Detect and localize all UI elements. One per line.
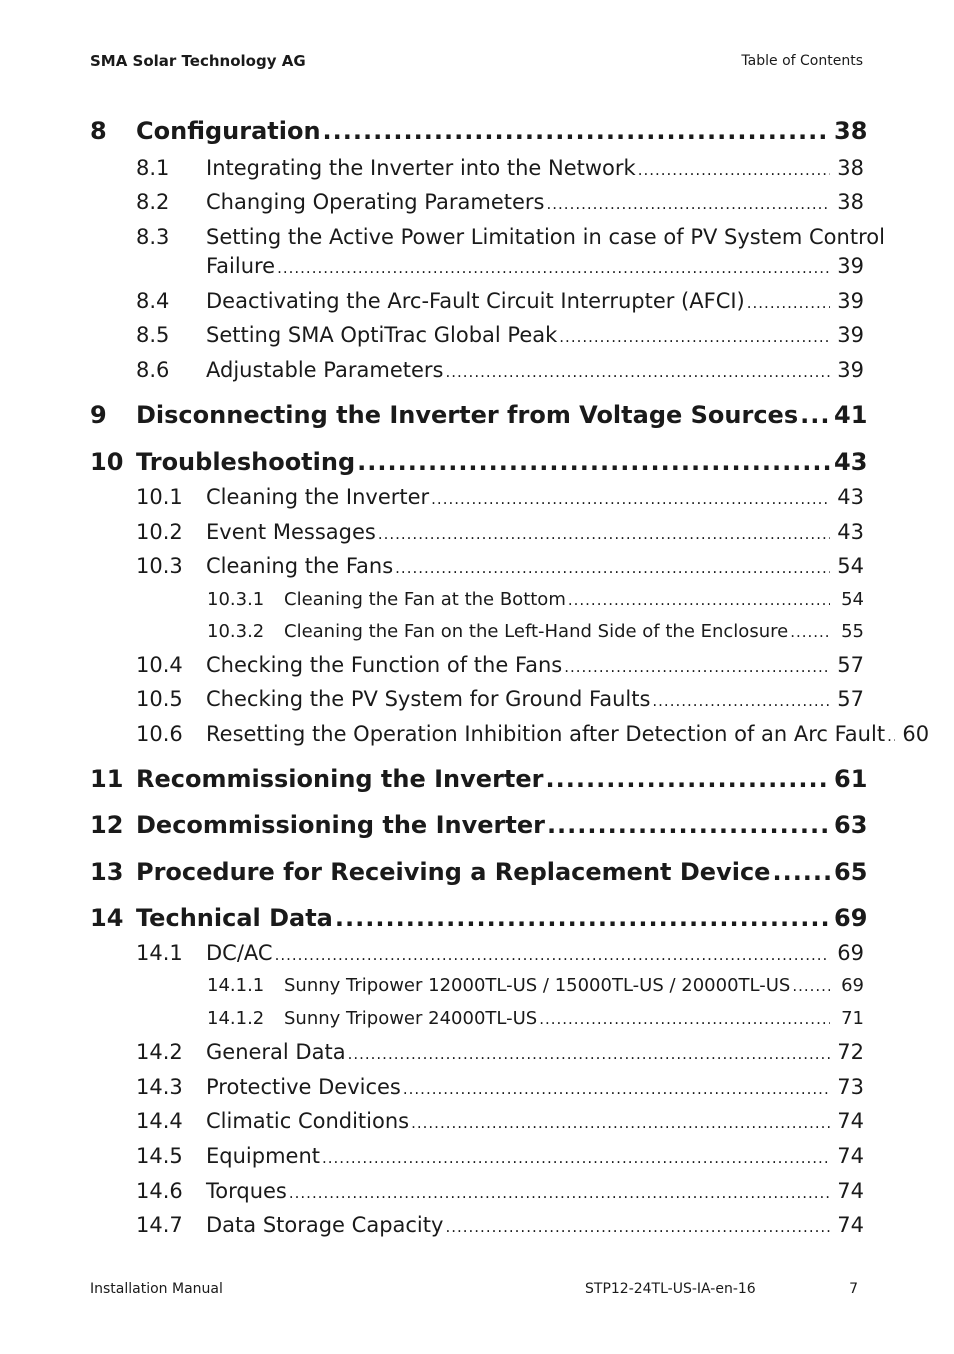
toc-entry-14-1-1[interactable]: 14.1.1 Sunny Tripower 12000TL-US / 15000TL-US / 20000TL-US ..... 69 — [90, 975, 864, 996]
toc-entry-14-6[interactable]: 14.6 Torques ..... 74 — [90, 1179, 864, 1203]
toc-entry-10-4[interactable]: 10.4 Checking the Function of the Fans ..... 57 — [90, 653, 864, 677]
toc-entry-12[interactable]: 12 Decommissioning the Inverter ..... 63 — [90, 811, 864, 839]
header-section: Table of Contents — [741, 53, 863, 69]
header-company: SMA Solar Technology AG — [90, 52, 306, 70]
toc-entry-8-2[interactable]: 8.2 Changing Operating Parameters ..... 38 — [90, 190, 864, 214]
toc-entry-8-3[interactable]: 8.3 Setting the Active Power Limitation in case of PV System Control — [136, 225, 885, 249]
toc-entry-10-2[interactable]: 10.2 Event Messages ..... 43 — [90, 520, 864, 544]
toc-entry-8-3-continuation[interactable]: Failure ..... 39 — [90, 254, 864, 278]
toc-entry-8[interactable]: 8 Configuration ..... 38 — [90, 117, 864, 145]
toc-entry-10-3[interactable]: 10.3 Cleaning the Fans ..... 54 — [90, 554, 864, 578]
toc-entry-14-5[interactable]: 14.5 Equipment ..... 74 — [90, 1144, 864, 1168]
toc-entry-14-3[interactable]: 14.3 Protective Devices ..... 73 — [90, 1075, 864, 1099]
toc-entry-8-4[interactable]: 8.4 Deactivating the Arc-Fault Circuit Interrupter (AFCI) ..... 39 — [90, 289, 864, 313]
toc-entry-10-3-2[interactable]: 10.3.2 Cleaning the Fan on the Left-Hand Side of the Enclosure ..... 55 — [90, 621, 864, 642]
toc-entry-8-6[interactable]: 8.6 Adjustable Parameters ..... 39 — [90, 358, 864, 382]
toc-entry-14-1[interactable]: 14.1 DC/AC ..... 69 — [90, 941, 864, 965]
footer-page-number: 7 — [849, 1281, 858, 1297]
toc-entry-8-5[interactable]: 8.5 Setting SMA OptiTrac Global Peak ..... 39 — [90, 323, 864, 347]
toc-entry-10-1[interactable]: 10.1 Cleaning the Inverter ..... 43 — [90, 485, 864, 509]
toc-entry-10[interactable]: 10 Troubleshooting ..... 43 — [90, 448, 864, 476]
footer-doc-code: STP12-24TL-US-IA-en-16 — [585, 1281, 756, 1297]
toc-entry-10-3-1[interactable]: 10.3.1 Cleaning the Fan at the Bottom ..... 54 — [90, 589, 864, 610]
toc-entry-13[interactable]: 13 Procedure for Receiving a Replacement Device ..... 65 — [90, 858, 864, 886]
toc-entry-8-1[interactable]: 8.1 Integrating the Inverter into the Network ..... 38 — [90, 156, 864, 180]
toc-entry-14-2[interactable]: 14.2 General Data ..... 72 — [90, 1040, 864, 1064]
toc-entry-11[interactable]: 11 Recommissioning the Inverter ..... 61 — [90, 765, 864, 793]
toc-entry-14-4[interactable]: 14.4 Climatic Conditions ..... 74 — [90, 1109, 864, 1133]
toc-entry-9[interactable]: 9 Disconnecting the Inverter from Voltage Sources ..... 41 — [90, 401, 864, 429]
toc-entry-10-5[interactable]: 10.5 Checking the PV System for Ground Faults ..... 57 — [90, 687, 864, 711]
toc-entry-14-7[interactable]: 14.7 Data Storage Capacity ..... 74 — [90, 1213, 864, 1237]
toc-entry-14[interactable]: 14 Technical Data ..... 69 — [90, 904, 864, 932]
footer-doc-type: Installation Manual — [90, 1281, 223, 1297]
toc-entry-14-1-2[interactable]: 14.1.2 Sunny Tripower 24000TL-US ..... 71 — [90, 1008, 864, 1029]
toc-entry-10-6[interactable]: 10.6 Resetting the Operation Inhibition after Detection of an Arc Fault ..... 60 — [90, 722, 864, 746]
